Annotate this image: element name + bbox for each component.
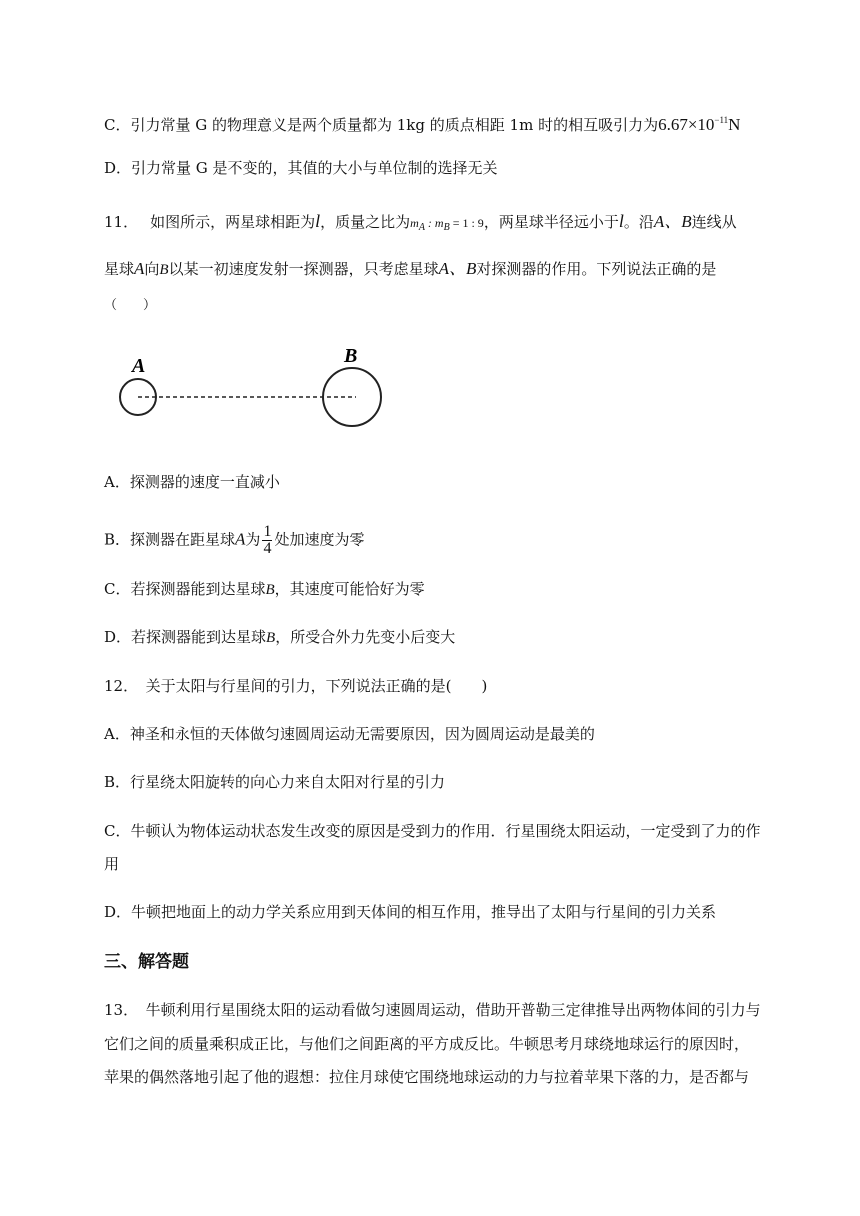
question-12: 12． 关于太阳与行星间的引力，下列说法正确的是( ) bbox=[104, 677, 488, 695]
numerator: 1 bbox=[263, 523, 272, 540]
denominator: 4 bbox=[263, 540, 272, 557]
colon: : bbox=[424, 216, 435, 230]
text: ，其速度可能恰好为零 bbox=[274, 580, 425, 598]
var-a: A bbox=[134, 259, 145, 278]
option-c-q10 bbox=[104, 110, 740, 135]
m: m bbox=[410, 216, 419, 230]
text: ，质量之比为 bbox=[320, 213, 411, 231]
text: D．若探测器能到达星球 bbox=[104, 628, 267, 646]
question-13-line2: 它们之间的质量乘积成正比，与他们之间距离的平方成反比。牛顿思考月球绕地球运行的原因时， bbox=[104, 1035, 750, 1053]
option-c-q12-line1: C．牛顿认为物体运动状态发生改变的原因是受到力的作用．行星围绕太阳运动，一定受到了力的作 bbox=[104, 822, 761, 840]
var-l: l bbox=[618, 211, 624, 231]
text: 以某一初速度发射一探测器，只考虑星球 bbox=[168, 260, 439, 278]
text: ，所受合外力先变小后变大 bbox=[275, 628, 456, 646]
question-number: 11． bbox=[104, 213, 139, 231]
option-c-q11 bbox=[104, 579, 425, 600]
text: 向 bbox=[144, 260, 160, 278]
option-text: C．引力常量 G 的物理意义是两个质量都为 1kg 的质点相距 1m 时的相互吸引力为 bbox=[104, 116, 659, 134]
text: 如图所示，两星球相距为 bbox=[150, 213, 316, 231]
option-a-q11: A．探测器的速度一直减小 bbox=[104, 473, 280, 491]
option-d-q10: D．引力常量 G 是不变的，其值的大小与单位制的选择无关 bbox=[104, 159, 498, 177]
question-11-line2 bbox=[104, 259, 716, 280]
label-a: A bbox=[132, 355, 146, 377]
text: 星球 bbox=[104, 260, 135, 278]
star-b bbox=[323, 368, 381, 426]
option-c-q12-line2: 用 bbox=[104, 855, 120, 873]
mass-ratio bbox=[410, 216, 484, 233]
text: 为 bbox=[245, 530, 261, 549]
text: 连线从 bbox=[691, 213, 737, 231]
text: B．探测器在距星球 bbox=[104, 530, 236, 549]
question-13-line3: 苹果的偶然落地引起了他的遐想：拉住月球使它围绕地球运动的力与拉着苹果下落的力，是否都与 bbox=[104, 1068, 750, 1086]
var-ab: A、B bbox=[653, 212, 692, 231]
var-b: B bbox=[265, 582, 275, 598]
var-a: A bbox=[235, 529, 246, 549]
formula-unit: N bbox=[728, 115, 741, 134]
option-d-q12: D．牛顿把地面上的动力学关系应用到天体间的相互作用，推导出了太阳与行星间的引力关系 bbox=[104, 903, 717, 921]
var-l: l bbox=[315, 211, 321, 231]
text: 对探测器的作用。下列说法正确的是 bbox=[476, 260, 717, 278]
var-ab: A、B bbox=[438, 259, 477, 278]
formula-base: 6.67×10 bbox=[658, 115, 715, 134]
var-b: B bbox=[266, 630, 276, 646]
label-b: B bbox=[344, 345, 358, 367]
text: ，两星球半径远小于 bbox=[483, 213, 619, 231]
answer-paren: （ ） bbox=[104, 298, 157, 313]
gravity-constant-formula bbox=[658, 115, 740, 134]
text: C．若探测器能到达星球 bbox=[104, 580, 266, 598]
question-13-line1: 13． 牛顿利用行星围绕太阳的运动看做匀速圆周运动，借助开普勒三定律推导出两物体间的引力与 bbox=[104, 1001, 761, 1019]
var-b: B bbox=[159, 262, 169, 278]
fraction-one-quarter bbox=[262, 524, 272, 557]
two-stars-diagram bbox=[100, 340, 400, 440]
m: m bbox=[434, 216, 444, 230]
option-b-q11 bbox=[104, 524, 364, 557]
section-heading: 三、解答题 bbox=[104, 952, 189, 972]
ratio: = 1 : 9 bbox=[449, 216, 484, 230]
option-b-q12: B．行星绕太阳旋转的向心力来自太阳对行星的引力 bbox=[104, 773, 446, 791]
option-a-q12: A．神圣和永恒的天体做匀速圆周运动无需要原因，因为圆周运动是最美的 bbox=[104, 725, 595, 743]
text: 。沿 bbox=[623, 213, 654, 231]
text: 处加速度为零 bbox=[274, 530, 365, 549]
formula-exponent: −11 bbox=[714, 115, 729, 125]
option-d-q11 bbox=[104, 627, 455, 648]
sub: B bbox=[443, 222, 450, 233]
question-11-line1 bbox=[104, 211, 737, 238]
sub: A bbox=[418, 222, 425, 233]
